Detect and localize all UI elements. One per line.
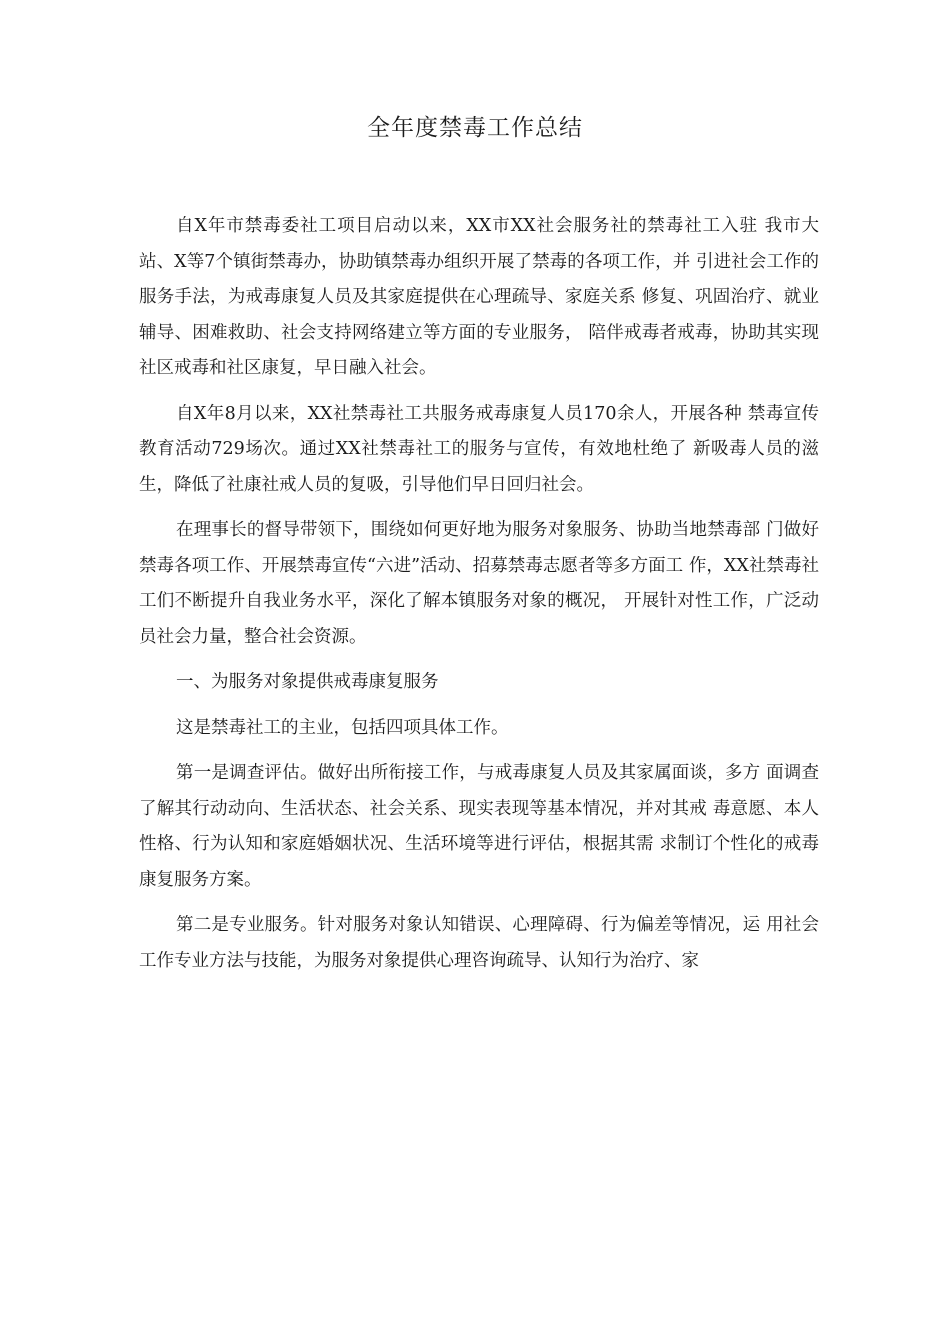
document-body	[139, 209, 819, 979]
paragraph-survey-assessment: 第一是调查评估。做好出所衔接工作，与戒毒康复人员及其家属面谈，多方 面调查了解其行动动向、生活状态、社会关系、现实表现等基本情况，并对其戒 毒意愿、本人性格、行为认知和家庭婚姻状况、生活环境等进行评估，根据其需 求制订个性化的戒毒康复服务方案。	[139, 763, 819, 890]
paragraph-professional-service: 第二是专业服务。针对服务对象认知错误、心理障碍、行为偏差等情况，运 用社会工作专业方法与技能，为服务对象提供心理咨询疏导、认知行为治疗、家	[139, 915, 819, 971]
paragraph-leadership: 在理事长的督导带领下，围绕如何更好地为服务对象服务、协助当地禁毒部 门做好禁毒各项工作、开展禁毒宣传“六进”活动、招募禁毒志愿者等多方面工 作，XX社禁毒社工们不断提升自我业务水平，深化了解本镇服务对象的概况， 开展针对性工作，广泛动员社会力量，整合社会资源。	[139, 520, 819, 647]
paragraph-statistics: 自X年8月以来，XX社禁毒社工共服务戒毒康复人员170余人，开展各种 禁毒宣传教育活动729场次。通过XX社禁毒社工的服务与宣传，有效地杜绝了 新吸毒人员的滋生，降低了社康社戒人员的复吸，引导他们早日回归社会。	[139, 403, 819, 495]
document-title: 全年度禁毒工作总结	[367, 115, 583, 141]
paragraph-intro: 自X年市禁毒委社工项目启动以来，XX市XX社会服务社的禁毒社工入驻 我市大站、X等7个镇街禁毒办，协助镇禁毒办组织开展了禁毒的各项工作，并 引进社会工作的服务手法，为戒毒康复人员及其家庭提供在心理疏导、家庭关系 修复、巩固治疗、就业辅导、困难救助、社会支持网络建立等方面的专业服务， 陪伴戒毒者戒毒，协助其实现社区戒毒和社区康复，早日融入社会。	[139, 216, 819, 378]
section-heading-1: 一、为服务对象提供戒毒康复服务	[176, 672, 439, 692]
paragraph-main-work: 这是禁毒社工的主业，包括四项具体工作。	[176, 717, 509, 738]
